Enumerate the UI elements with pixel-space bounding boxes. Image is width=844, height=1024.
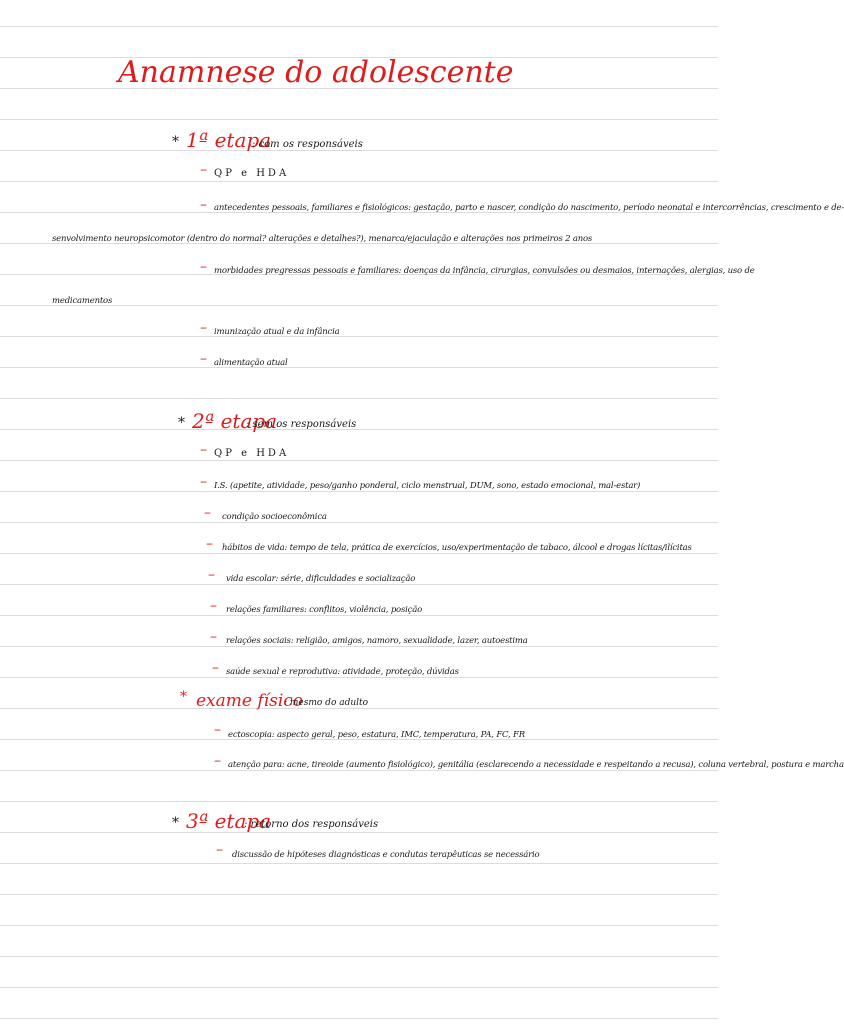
dash-bullet: –	[210, 629, 217, 645]
list-item: discussão de hipóteses diagnósticas e condutas terapêuticas se necessário	[232, 850, 540, 860]
dash-bullet: –	[206, 536, 213, 552]
list-item: relações familiares: conflitos, violência, posição	[226, 605, 423, 615]
list-item-continuation: medicamentos	[52, 296, 113, 306]
section-heading: 1ª etapa	[186, 128, 272, 152]
list-item: atenção para: acne, tireoide (aumento fisiológico), genitália (esclarecendo a necessidade e respeitando a recusa), coluna vertebral, postura e marcha	[228, 760, 844, 770]
list-item: relações sociais: religião, amigos, namoro, sexualidade, lazer, autoestima	[226, 636, 528, 646]
page-title: Anamnese do adolescente	[118, 55, 514, 90]
dash-bullet: –	[214, 753, 221, 769]
dash-bullet: –	[212, 660, 219, 676]
list-item: vida escolar: série, dificuldades e socialização	[226, 574, 416, 584]
section-subheading: : retorno dos responsáveis	[244, 819, 379, 830]
section-marker: *	[180, 689, 187, 705]
section-heading: 2ª etapa	[192, 409, 278, 433]
dash-bullet: –	[214, 722, 221, 738]
list-item: hábitos de vida: tempo de tela, prática de exercícios, uso/experimentação de tabaco, álcool e drogas lícitas/ilícitas	[222, 543, 692, 553]
list-item: imunização atual e da infância	[214, 327, 340, 337]
dash-bullet: –	[200, 474, 207, 490]
dash-bullet: –	[200, 162, 207, 178]
list-item: ectoscopia: aspecto geral, peso, estatura, IMC, temperatura, PA, FC, FR	[228, 730, 525, 740]
dash-bullet: –	[208, 567, 215, 583]
section-heading: exame físico	[196, 691, 304, 711]
dash-bullet: –	[210, 598, 217, 614]
list-item: QP e HDA	[214, 168, 290, 179]
list-item: saúde sexual e reprodutiva: atividade, proteção, dúvidas	[226, 667, 459, 677]
section-subheading: : com os responsáveis	[252, 139, 363, 150]
list-item: alimentação atual	[214, 358, 288, 368]
dash-bullet: –	[200, 320, 207, 336]
list-item: QP e HDA	[214, 448, 290, 459]
dash-bullet: –	[200, 442, 207, 458]
section-marker: *	[172, 815, 179, 831]
section-subheading: : mesmo do adulto	[284, 698, 369, 708]
section-subheading: : sem os responsáveis	[246, 419, 357, 430]
section-heading: 3ª etapa	[186, 809, 272, 833]
section-marker: *	[172, 134, 179, 150]
list-item: condição socioeconômica	[222, 512, 327, 522]
dash-bullet: –	[200, 197, 207, 213]
dash-bullet: –	[200, 259, 207, 275]
list-item: I.S. (apetite, atividade, peso/ganho ponderal, ciclo menstrual, DUM, sono, estado emocional, mal-estar)	[214, 481, 641, 491]
dash-bullet: –	[216, 842, 223, 858]
list-item: morbidades pregressas pessoais e familiares: doenças da infância, cirurgias, convulsões ou desmaios, internações, alergias, uso de	[214, 266, 755, 276]
dash-bullet: –	[204, 505, 211, 521]
list-item: antecedentes pessoais, familiares e fisiológicos: gestação, parto e nascer, condição do nascimento, período neonatal e intercorrências, crescimento e de-	[214, 203, 844, 213]
list-item-continuation: senvolvimento neuropsicomotor (dentro do normal? alterações e detalhes?), menarca/ejaculação e alterações nos primeiros 2 anos	[52, 234, 593, 244]
section-marker: *	[178, 415, 185, 431]
dash-bullet: –	[200, 351, 207, 367]
